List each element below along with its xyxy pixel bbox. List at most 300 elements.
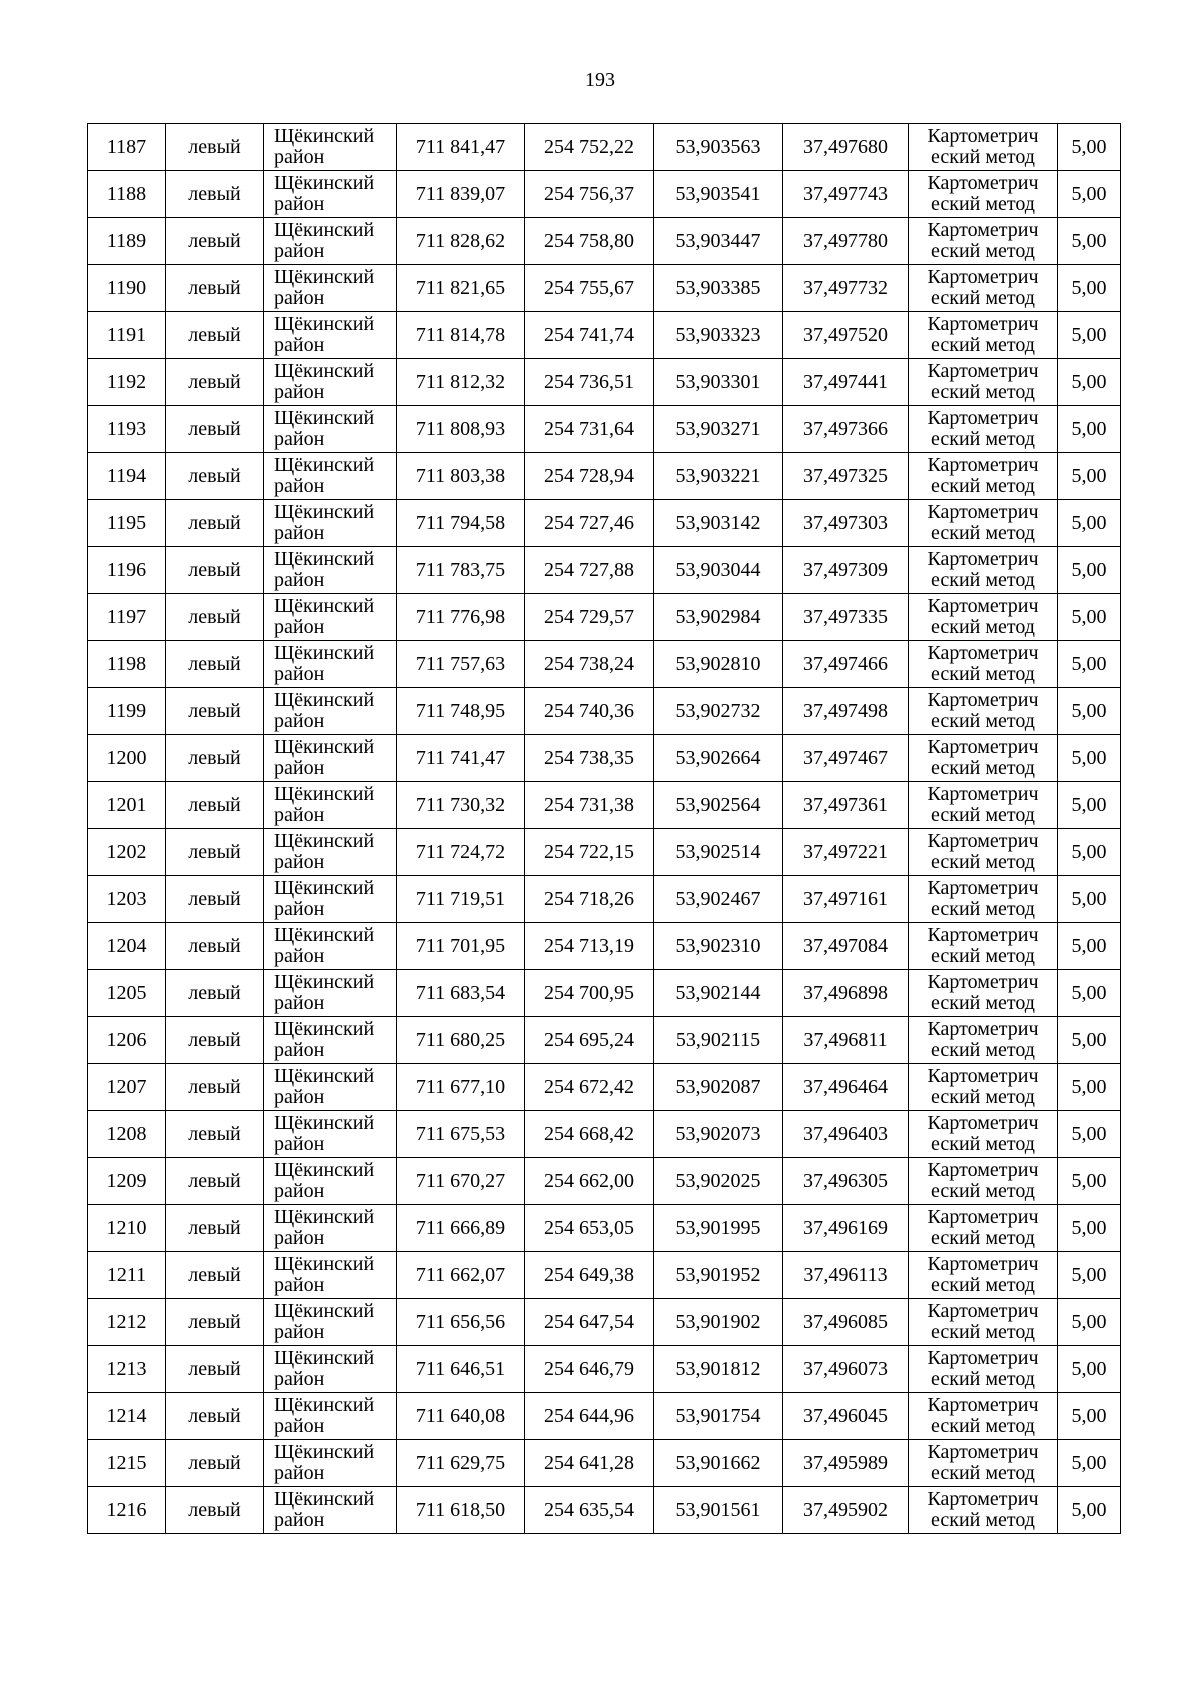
method-line: Картометрич [927, 1065, 1039, 1087]
district-line: район [274, 710, 325, 732]
latitude-cell [654, 594, 783, 641]
district-cell [264, 547, 397, 594]
district-cell [264, 688, 397, 735]
point-number-cell-text: 1196 [106, 559, 147, 581]
point-number-cell-text: 1193 [106, 418, 147, 440]
point-number-cell-text: 1188 [106, 183, 147, 205]
table-row [88, 218, 1121, 265]
district-line: район [274, 475, 325, 497]
method-cell [909, 171, 1058, 218]
latitude-cell [654, 1017, 783, 1064]
y-coordinate-cell [525, 923, 654, 970]
district-line: Щёкинский [274, 1065, 375, 1087]
district-cell [264, 1393, 397, 1440]
y-coordinate-cell-text: 254 738,35 [544, 747, 634, 769]
side-cell-text: левый [188, 794, 241, 816]
side-cell-text: левый [188, 1452, 241, 1474]
district-line: Щёкинский [274, 642, 375, 664]
x-coordinate-cell [397, 1299, 525, 1346]
latitude-cell-text: 53,903271 [675, 418, 761, 440]
district-line: Щёкинский [274, 595, 375, 617]
side-cell [166, 312, 264, 359]
side-cell-text: левый [188, 1217, 241, 1239]
y-coordinate-cell-text: 254 722,15 [544, 841, 634, 863]
y-coordinate-cell [525, 1346, 654, 1393]
table-row [88, 594, 1121, 641]
x-coordinate-cell [397, 312, 525, 359]
x-coordinate-cell [397, 1111, 525, 1158]
y-coordinate-cell [525, 1064, 654, 1111]
x-coordinate-cell [397, 688, 525, 735]
side-cell [166, 923, 264, 970]
district-line: район [274, 193, 325, 215]
district-line: район [274, 1274, 325, 1296]
table-row [88, 1017, 1121, 1064]
longitude-cell-text: 37,497780 [803, 230, 888, 252]
longitude-cell-text: 37,497221 [803, 841, 888, 863]
accuracy-cell-text: 5,00 [1071, 935, 1107, 957]
side-cell [166, 265, 264, 312]
side-cell [166, 500, 264, 547]
x-coordinate-cell-text: 711 776,98 [415, 606, 506, 628]
table-row [88, 1346, 1121, 1393]
latitude-cell [654, 359, 783, 406]
table-row [88, 970, 1121, 1017]
longitude-cell [783, 359, 909, 406]
point-number-cell-text: 1215 [106, 1452, 147, 1474]
accuracy-cell [1058, 594, 1121, 641]
accuracy-cell [1058, 500, 1121, 547]
method-line: еский метод [931, 663, 1035, 685]
accuracy-cell [1058, 265, 1121, 312]
method-line: Картометрич [927, 1488, 1039, 1510]
method-cell [909, 218, 1058, 265]
y-coordinate-cell-text: 254 635,54 [544, 1499, 634, 1521]
latitude-cell [654, 923, 783, 970]
side-cell-text: левый [188, 653, 241, 675]
district-line: Щёкинский [274, 1488, 375, 1510]
x-coordinate-cell-text: 711 656,56 [415, 1311, 506, 1333]
longitude-cell-text: 37,497084 [803, 935, 888, 957]
side-cell-text: левый [188, 1358, 241, 1380]
district-line: район [274, 1415, 325, 1437]
side-cell-text: левый [188, 1264, 241, 1286]
accuracy-cell-text: 5,00 [1071, 606, 1107, 628]
point-number-cell [88, 124, 166, 171]
district-cell [264, 735, 397, 782]
method-line: Картометрич [927, 1300, 1039, 1322]
side-cell [166, 829, 264, 876]
method-line: еский метод [931, 616, 1035, 638]
latitude-cell-text: 53,902984 [675, 606, 761, 628]
table-row [88, 500, 1121, 547]
accuracy-cell-text: 5,00 [1071, 1029, 1107, 1051]
latitude-cell-text: 53,902467 [675, 888, 761, 910]
method-line: еский метод [931, 428, 1035, 450]
accuracy-cell [1058, 359, 1121, 406]
district-cell [264, 359, 397, 406]
method-line: еский метод [931, 1321, 1035, 1343]
accuracy-cell-text: 5,00 [1071, 1076, 1107, 1098]
district-line: район [274, 757, 325, 779]
district-cell [264, 594, 397, 641]
side-cell-text: левый [188, 230, 241, 252]
longitude-cell-text: 37,496045 [803, 1405, 888, 1427]
point-number-cell [88, 312, 166, 359]
longitude-cell [783, 1205, 909, 1252]
longitude-cell-text: 37,497161 [803, 888, 888, 910]
point-number-cell-text: 1199 [106, 700, 147, 722]
accuracy-cell-text: 5,00 [1071, 1264, 1107, 1286]
side-cell [166, 1393, 264, 1440]
y-coordinate-cell [525, 500, 654, 547]
longitude-cell [783, 970, 909, 1017]
accuracy-cell [1058, 735, 1121, 782]
latitude-cell-text: 53,903385 [675, 277, 761, 299]
side-cell [166, 171, 264, 218]
longitude-cell-text: 37,496113 [803, 1264, 888, 1286]
point-number-cell [88, 1346, 166, 1393]
side-cell-text: левый [188, 277, 241, 299]
y-coordinate-cell [525, 312, 654, 359]
point-number-cell-text: 1208 [106, 1123, 147, 1145]
point-number-cell-text: 1195 [106, 512, 147, 534]
x-coordinate-cell [397, 265, 525, 312]
table-row [88, 312, 1121, 359]
y-coordinate-cell [525, 735, 654, 782]
point-number-cell-text: 1189 [106, 230, 147, 252]
accuracy-cell [1058, 688, 1121, 735]
x-coordinate-cell-text: 711 808,93 [415, 418, 506, 440]
point-number-cell [88, 1299, 166, 1346]
x-coordinate-cell [397, 641, 525, 688]
district-line: район [274, 945, 325, 967]
accuracy-cell-text: 5,00 [1071, 465, 1107, 487]
accuracy-cell [1058, 1346, 1121, 1393]
point-number-cell-text: 1194 [106, 465, 147, 487]
x-coordinate-cell [397, 1017, 525, 1064]
longitude-cell-text: 37,497361 [803, 794, 888, 816]
longitude-cell [783, 218, 909, 265]
district-cell [264, 1346, 397, 1393]
accuracy-cell-text: 5,00 [1071, 559, 1107, 581]
table-row [88, 876, 1121, 923]
accuracy-cell-text: 5,00 [1071, 888, 1107, 910]
method-line: еский метод [931, 475, 1035, 497]
latitude-cell [654, 453, 783, 500]
y-coordinate-cell-text: 254 731,38 [544, 794, 634, 816]
method-line: еский метод [931, 1509, 1035, 1531]
longitude-cell-text: 37,496403 [803, 1123, 888, 1145]
x-coordinate-cell-text: 711 719,51 [415, 888, 506, 910]
method-line: еский метод [931, 1415, 1035, 1437]
latitude-cell-text: 53,902664 [675, 747, 761, 769]
point-number-cell [88, 265, 166, 312]
longitude-cell-text: 37,497732 [803, 277, 888, 299]
x-coordinate-cell [397, 876, 525, 923]
latitude-cell [654, 265, 783, 312]
x-coordinate-cell-text: 711 821,65 [415, 277, 506, 299]
y-coordinate-cell [525, 782, 654, 829]
accuracy-cell [1058, 406, 1121, 453]
x-coordinate-cell-text: 711 662,07 [415, 1264, 506, 1286]
x-coordinate-cell [397, 547, 525, 594]
district-cell [264, 1158, 397, 1205]
latitude-cell [654, 1252, 783, 1299]
latitude-cell-text: 53,902810 [675, 653, 761, 675]
y-coordinate-cell-text: 254 718,26 [544, 888, 634, 910]
y-coordinate-cell [525, 1205, 654, 1252]
district-cell [264, 1064, 397, 1111]
y-coordinate-cell-text: 254 736,51 [544, 371, 634, 393]
district-line: район [274, 663, 325, 685]
district-cell [264, 829, 397, 876]
latitude-cell-text: 53,903301 [675, 371, 761, 393]
latitude-cell [654, 688, 783, 735]
district-line: Щёкинский [274, 501, 375, 523]
point-number-cell-text: 1205 [106, 982, 147, 1004]
y-coordinate-cell-text: 254 649,38 [544, 1264, 634, 1286]
method-line: Картометрич [927, 1018, 1039, 1040]
y-coordinate-cell [525, 124, 654, 171]
district-line: район [274, 1180, 325, 1202]
method-line: Картометрич [927, 689, 1039, 711]
side-cell-text: левый [188, 465, 241, 487]
table-row [88, 265, 1121, 312]
district-line: Щёкинский [274, 1300, 375, 1322]
y-coordinate-cell-text: 254 713,19 [544, 935, 634, 957]
side-cell-text: левый [188, 559, 241, 581]
longitude-cell-text: 37,495902 [803, 1499, 888, 1521]
x-coordinate-cell [397, 1487, 525, 1534]
district-line: район [274, 1321, 325, 1343]
district-cell [264, 453, 397, 500]
y-coordinate-cell-text: 254 738,24 [544, 653, 634, 675]
method-cell [909, 782, 1058, 829]
x-coordinate-cell [397, 594, 525, 641]
latitude-cell [654, 1064, 783, 1111]
latitude-cell-text: 53,903221 [675, 465, 761, 487]
method-line: Картометрич [927, 266, 1039, 288]
table-row [88, 1205, 1121, 1252]
side-cell [166, 1346, 264, 1393]
latitude-cell [654, 1440, 783, 1487]
accuracy-cell [1058, 782, 1121, 829]
accuracy-cell-text: 5,00 [1071, 794, 1107, 816]
point-number-cell-text: 1211 [106, 1264, 147, 1286]
y-coordinate-cell [525, 406, 654, 453]
point-number-cell-text: 1200 [106, 747, 147, 769]
side-cell-text: левый [188, 1029, 241, 1051]
point-number-cell [88, 453, 166, 500]
accuracy-cell-text: 5,00 [1071, 183, 1107, 205]
side-cell-text: левый [188, 700, 241, 722]
district-line: Щёкинский [274, 1206, 375, 1228]
point-number-cell [88, 782, 166, 829]
method-line: Картометрич [927, 313, 1039, 335]
x-coordinate-cell [397, 500, 525, 547]
district-line: район [274, 240, 325, 262]
method-cell [909, 1440, 1058, 1487]
side-cell [166, 218, 264, 265]
latitude-cell-text: 53,902073 [675, 1123, 761, 1145]
latitude-cell [654, 876, 783, 923]
district-line: район [274, 334, 325, 356]
latitude-cell [654, 1111, 783, 1158]
method-cell [909, 1299, 1058, 1346]
y-coordinate-cell-text: 254 662,00 [544, 1170, 634, 1192]
method-cell [909, 453, 1058, 500]
district-cell [264, 312, 397, 359]
table-row [88, 782, 1121, 829]
latitude-cell-text: 53,903044 [675, 559, 761, 581]
district-line: Щёкинский [274, 1112, 375, 1134]
point-number-cell-text: 1209 [106, 1170, 147, 1192]
y-coordinate-cell [525, 265, 654, 312]
side-cell [166, 1487, 264, 1534]
longitude-cell-text: 37,496898 [803, 982, 888, 1004]
point-number-cell-text: 1216 [106, 1499, 147, 1521]
district-line: Щёкинский [274, 1347, 375, 1369]
district-line: район [274, 428, 325, 450]
side-cell [166, 1017, 264, 1064]
side-cell [166, 1158, 264, 1205]
x-coordinate-cell-text: 711 646,51 [415, 1358, 506, 1380]
longitude-cell-text: 37,496169 [803, 1217, 888, 1239]
accuracy-cell [1058, 876, 1121, 923]
x-coordinate-cell-text: 711 812,32 [415, 371, 506, 393]
x-coordinate-cell [397, 359, 525, 406]
point-number-cell [88, 923, 166, 970]
method-line: еский метод [931, 1368, 1035, 1390]
longitude-cell [783, 688, 909, 735]
latitude-cell-text: 53,902514 [675, 841, 761, 863]
accuracy-cell [1058, 1487, 1121, 1534]
accuracy-cell [1058, 1064, 1121, 1111]
method-cell [909, 1487, 1058, 1534]
district-cell [264, 641, 397, 688]
latitude-cell [654, 1393, 783, 1440]
method-line: еский метод [931, 1039, 1035, 1061]
method-line: еский метод [931, 710, 1035, 732]
x-coordinate-cell [397, 1346, 525, 1393]
x-coordinate-cell-text: 711 701,95 [415, 935, 506, 957]
accuracy-cell-text: 5,00 [1071, 1311, 1107, 1333]
accuracy-cell-text: 5,00 [1071, 1452, 1107, 1474]
district-cell [264, 406, 397, 453]
latitude-cell-text: 53,903323 [675, 324, 761, 346]
district-cell [264, 1299, 397, 1346]
method-line: Картометрич [927, 407, 1039, 429]
side-cell [166, 547, 264, 594]
accuracy-cell [1058, 641, 1121, 688]
x-coordinate-cell [397, 1252, 525, 1299]
x-coordinate-cell [397, 970, 525, 1017]
side-cell-text: левый [188, 1170, 241, 1192]
y-coordinate-cell-text: 254 646,79 [544, 1358, 634, 1380]
y-coordinate-cell [525, 1487, 654, 1534]
method-line: еский метод [931, 992, 1035, 1014]
longitude-cell-text: 37,497325 [803, 465, 888, 487]
side-cell [166, 688, 264, 735]
x-coordinate-cell [397, 1440, 525, 1487]
point-number-cell-text: 1191 [106, 324, 147, 346]
district-line: Щёкинский [274, 1441, 375, 1463]
y-coordinate-cell [525, 547, 654, 594]
latitude-cell [654, 1158, 783, 1205]
method-line: Картометрич [927, 830, 1039, 852]
y-coordinate-cell [525, 1440, 654, 1487]
point-number-cell-text: 1212 [106, 1311, 147, 1333]
y-coordinate-cell-text: 254 700,95 [544, 982, 634, 1004]
district-line: район [274, 1227, 325, 1249]
district-line: район [274, 1509, 325, 1531]
longitude-cell [783, 1064, 909, 1111]
longitude-cell-text: 37,496073 [803, 1358, 888, 1380]
y-coordinate-cell-text: 254 668,42 [544, 1123, 634, 1145]
accuracy-cell [1058, 1017, 1121, 1064]
x-coordinate-cell [397, 218, 525, 265]
side-cell-text: левый [188, 1076, 241, 1098]
accuracy-cell [1058, 923, 1121, 970]
longitude-cell-text: 37,495989 [803, 1452, 888, 1474]
x-coordinate-cell [397, 923, 525, 970]
side-cell [166, 1299, 264, 1346]
y-coordinate-cell-text: 254 752,22 [544, 136, 634, 158]
latitude-cell-text: 53,903142 [675, 512, 761, 534]
accuracy-cell-text: 5,00 [1071, 1170, 1107, 1192]
method-cell [909, 265, 1058, 312]
side-cell [166, 876, 264, 923]
y-coordinate-cell-text: 254 731,64 [544, 418, 634, 440]
longitude-cell [783, 453, 909, 500]
side-cell [166, 1252, 264, 1299]
point-number-cell [88, 1205, 166, 1252]
longitude-cell [783, 829, 909, 876]
method-line: Картометрич [927, 642, 1039, 664]
longitude-cell [783, 1346, 909, 1393]
accuracy-cell-text: 5,00 [1071, 136, 1107, 158]
side-cell [166, 453, 264, 500]
y-coordinate-cell-text: 254 727,88 [544, 559, 634, 581]
x-coordinate-cell-text: 711 640,08 [415, 1405, 506, 1427]
x-coordinate-cell-text: 711 814,78 [415, 324, 506, 346]
side-cell-text: левый [188, 841, 241, 863]
accuracy-cell-text: 5,00 [1071, 841, 1107, 863]
district-line: район [274, 616, 325, 638]
y-coordinate-cell-text: 254 727,46 [544, 512, 634, 534]
accuracy-cell-text: 5,00 [1071, 700, 1107, 722]
method-line: еский метод [931, 334, 1035, 356]
side-cell-text: левый [188, 888, 241, 910]
accuracy-cell [1058, 1299, 1121, 1346]
method-line: Картометрич [927, 548, 1039, 570]
x-coordinate-cell-text: 711 680,25 [415, 1029, 506, 1051]
longitude-cell [783, 1111, 909, 1158]
district-line: район [274, 804, 325, 826]
method-line: еский метод [931, 1227, 1035, 1249]
district-line: район [274, 1368, 325, 1390]
method-cell [909, 641, 1058, 688]
y-coordinate-cell [525, 970, 654, 1017]
district-cell [264, 970, 397, 1017]
latitude-cell-text: 53,902732 [675, 700, 761, 722]
table-row [88, 1252, 1121, 1299]
latitude-cell-text: 53,901902 [675, 1311, 761, 1333]
district-line: Щёкинский [274, 1394, 375, 1416]
point-number-cell [88, 1111, 166, 1158]
accuracy-cell [1058, 1205, 1121, 1252]
